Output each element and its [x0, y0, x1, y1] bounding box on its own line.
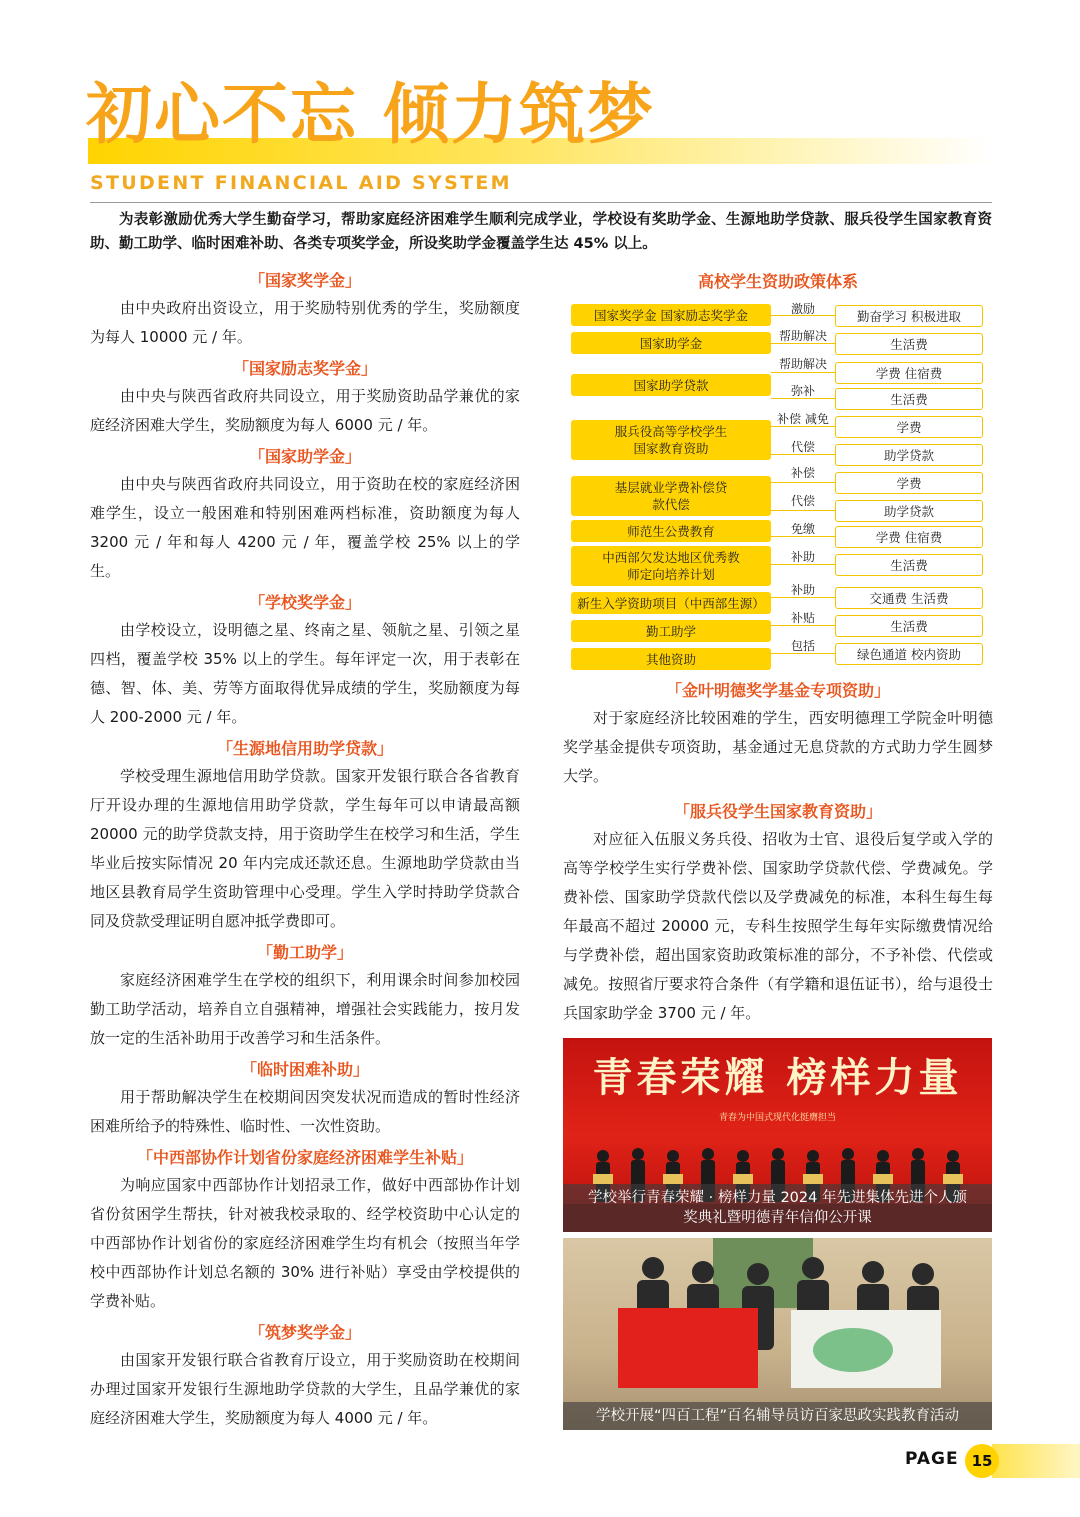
section-central-west-subsidy	[90, 1147, 520, 1316]
diagram-right-item: 学费 住宿费	[835, 362, 983, 384]
page-subtitle: STUDENT FINANCIAL AID SYSTEM	[90, 172, 512, 194]
photo-caption: 学校举行青春荣耀 · 榜样力量 2024 年先进集体先进个人颁奖典礼暨明德青年信仰公开课	[563, 1184, 992, 1232]
section-body: 由学校设立，设明德之星、终南之星、领航之星、引领之星四档，覆盖学校 35% 以上的学生。每年评定一次，用于表彰在德、智、体、美、劳等方面取得优异成绩的学生，奖励额度为每人 200-2000 元 / 年。	[90, 621, 520, 726]
diagram-left-item: 国家奖学金 国家励志奖学金	[571, 304, 771, 326]
diagram-right-item: 助学贷款	[835, 500, 983, 522]
diagram-left-item: 其他资助	[571, 648, 771, 670]
diagram-connector-label: 激励	[790, 302, 815, 316]
section-heading: 「学校奖学金」	[248, 593, 361, 612]
diagram-left-item: 服兵役高等学校学生国家教育资助	[571, 420, 771, 460]
section-school-scholarship	[90, 592, 520, 732]
section-temporary-hardship	[90, 1059, 520, 1141]
section-military-service-aid	[563, 801, 993, 1028]
home-visit-photo	[563, 1238, 992, 1430]
diagram-connector	[771, 482, 835, 483]
photo-caption: 学校开展“四百工程”百名辅导员访百家思政实践教育活动	[563, 1402, 992, 1430]
diagram-connector-label: 补偿	[790, 466, 815, 480]
diagram-connector-label: 补贴	[790, 611, 815, 625]
section-heading: 「国家奖学金」	[248, 271, 361, 290]
section-heading: 「生源地信用助学贷款」	[216, 739, 393, 758]
section-body: 学校受理生源地信用助学贷款。国家开发银行联合各省教育厅开设办理的生源地信用助学贷款，学生每年可以申请最高额 20000 元的助学贷款支持，用于资助学生在校学习和生活，学生毕业后按实际情况 20 年内完成还款还息。生源地助学贷款由当地区县教育局学生资助管理中心受理。学生入学时持助学贷款合同及贷款受理证明自愿冲抵学费即可。	[90, 767, 520, 930]
section-heading: 「勤工助学」	[256, 943, 353, 962]
diagram-connector-label: 代偿	[790, 440, 815, 454]
diagram-right-item: 学费	[835, 416, 983, 438]
diagram-connector-label: 弥补	[790, 384, 815, 398]
diagram-right-item: 学费 住宿费	[835, 526, 983, 548]
header-divider	[90, 202, 992, 203]
section-heading: 「临时困难补助」	[240, 1060, 369, 1079]
diagram-left-item: 国家助学贷款	[571, 374, 771, 396]
section-body: 对于家庭经济比较困难的学生，西安明德理工学院金叶明德奖学基金提供专项资助，基金通过无息贷款的方式助力学生圆梦大学。	[563, 709, 993, 785]
diagram-connector-label: 补助	[790, 583, 815, 597]
section-national-encouragement-scholarship	[90, 358, 520, 440]
section-heading: 「国家励志奖学金」	[232, 359, 377, 378]
section-heading: 「中西部协作计划省份家庭经济困难学生补贴」	[136, 1148, 473, 1167]
section-heading: 「金叶明德奖学基金专项资助」	[665, 681, 890, 700]
diagram-connector-label: 免缴	[790, 522, 815, 536]
diagram-connector-label: 帮助解决	[778, 329, 827, 343]
right-column	[563, 270, 993, 1034]
diagram-right-item: 生活费	[835, 333, 983, 355]
diagram-right-item: 生活费	[835, 554, 983, 576]
diagram-left-item: 勤工助学	[571, 620, 771, 642]
diagram-connector-label: 包括	[790, 639, 815, 653]
diagram-right-item: 勤奋学习 积极进取	[835, 305, 983, 327]
diagram-right-item: 交通费 生活费	[835, 587, 983, 609]
diagram-connector	[771, 510, 835, 511]
section-body: 由中央与陕西省政府共同设立，用于资助在校的家庭经济困难学生，设立一般困难和特别困难两档标准，资助额度为每人 3200 元 / 年和每人 4200 元 / 年，覆盖学校 25% 以上的学生。	[90, 475, 520, 580]
diagram-right-item: 学费	[835, 472, 983, 494]
section-national-grant	[90, 446, 520, 586]
aid-policy-diagram	[563, 300, 993, 670]
section-body: 为响应国家中西部协作计划招录工作，做好中西部协作计划省份贫困学生帮扶，针对被我校录取的、经学校资助中心认定的中西部协作计划省份的家庭经济困难学生均有机会（按照当年学校中西部协作计划总名额的 30% 进行补贴）享受由学校提供的学费补贴。	[90, 1176, 520, 1310]
diagram-left-item: 国家助学金	[571, 332, 771, 354]
section-heading: 「服兵役学生国家教育资助」	[673, 802, 882, 821]
section-heading: 「国家助学金」	[248, 447, 361, 466]
section-jinye-fund	[563, 680, 993, 791]
diagram-right-item: 生活费	[835, 388, 983, 410]
diagram-connector	[771, 372, 835, 373]
award-ceremony-photo	[563, 1038, 992, 1232]
page-title: 初心不忘 倾力筑梦	[86, 76, 655, 153]
diagram-left-item: 师范生公费教育	[571, 520, 771, 542]
section-work-study	[90, 942, 520, 1053]
diagram-left-item: 中西部欠发达地区优秀教师定向培养计划	[571, 546, 771, 586]
section-national-scholarship	[90, 270, 520, 352]
diagram-right-item: 生活费	[835, 615, 983, 637]
page-number: 15	[965, 1444, 999, 1478]
footer-highlight-band	[992, 1444, 1080, 1478]
section-body: 用于帮助解决学生在校期间因突发状况而造成的暂时性经济困难所给予的特殊性、临时性、一次性资助。	[90, 1088, 520, 1135]
left-column	[90, 270, 520, 1439]
page-label: PAGE	[905, 1449, 959, 1469]
diagram-left-item: 基层就业学费补偿贷款代偿	[571, 476, 771, 516]
section-body: 对应征入伍服义务兵役、招收为士官、退役后复学或入学的高等学校学生实行学费补偿、国家助学贷款代偿、学费减免。学费补偿、国家助学贷款代偿以及学费减免的标准，本科生每生每年最高不超过 20000 元，专科生按照学生每年实际缴费情况给与学费补偿，超出国家资助政策标准的部分，不予补偿、代偿或减免。按照省厅要求符合条件（有学籍和退伍证书），给与退役士兵国家助学金 3700 元 / 年。	[563, 830, 993, 1022]
section-body: 家庭经济困难学生在学校的组织下，利用课余时间参加校园勤工助学活动，培养自立自强精神，增强社会实践能力，按月发放一定的生活补助用于改善学习和生活条件。	[90, 971, 520, 1047]
diagram-left-item: 新生入学资助项目（中西部生源）	[571, 592, 771, 614]
diagram-title: 高校学生资助政策体系	[697, 272, 858, 291]
section-dream-scholarship	[90, 1322, 520, 1433]
diagram-connector-label: 补偿 减免	[777, 412, 829, 426]
section-student-loan	[90, 738, 520, 936]
diagram-connector-label: 代偿	[790, 494, 815, 508]
photo-banner-heading: 青春荣耀 榜样力量	[592, 1054, 963, 1101]
diagram-connector-label: 帮助解决	[778, 357, 827, 371]
diagram-connector-label: 补助	[790, 550, 815, 564]
section-body: 由国家开发银行联合省教育厅设立，用于奖励资助在校期间办理过国家开发银行生源地助学贷款的大学生，且品学兼优的家庭经济困难大学生，奖励额度为每人 4000 元 / 年。	[90, 1351, 520, 1427]
diagram-right-item: 绿色通道 校内资助	[835, 643, 983, 665]
photo-banner-subheading: 青春为中国式现代化挺膺担当	[718, 1113, 836, 1123]
diagram-right-item: 助学贷款	[835, 444, 983, 466]
section-body: 由中央政府出资设立，用于奖励特别优秀的学生，奖励额度为每人 10000 元 / 年。	[90, 299, 520, 346]
section-body: 由中央与陕西省政府共同设立，用于奖励资助品学兼优的家庭经济困难大学生，奖励额度为每人 6000 元 / 年。	[90, 387, 520, 434]
section-heading: 「筑梦奖学金」	[248, 1323, 361, 1342]
intro-paragraph: 为表彰激励优秀大学生勤奋学习，帮助家庭经济困难学生顺利完成学业，学校设有奖助学金、生源地助学贷款、服兵役学生国家教育资助、勤工助学、临时困难补助、各类专项奖学金，所设奖助学金覆盖学生达 45% 以上。	[90, 212, 992, 252]
